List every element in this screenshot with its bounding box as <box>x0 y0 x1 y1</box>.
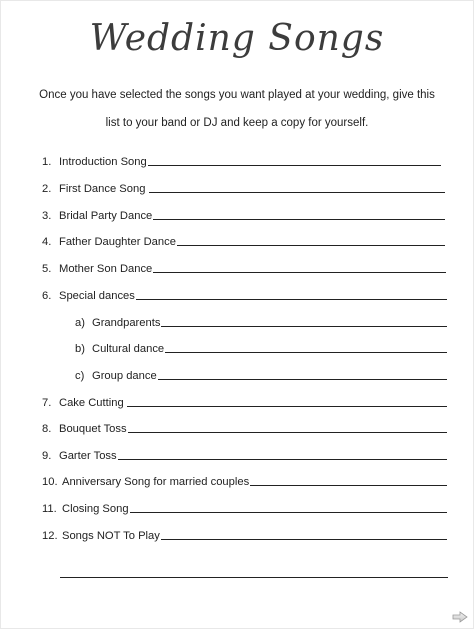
item-number: 2. <box>42 183 52 195</box>
answer-line <box>128 432 447 433</box>
item-number: 5. <box>42 263 52 275</box>
item-number: 4. <box>42 236 52 248</box>
item-label: Cake Cutting <box>59 397 124 409</box>
song-item-mother-son <box>42 259 446 275</box>
song-item-bridal-party <box>42 206 445 222</box>
answer-line <box>118 459 447 460</box>
page-title: Wedding Songs <box>89 18 385 59</box>
answer-line <box>165 352 447 353</box>
song-item-anniversary <box>42 472 447 488</box>
answer-line <box>148 165 441 166</box>
answer-line <box>161 539 447 540</box>
item-label: Garter Toss <box>59 450 117 462</box>
item-number: 11. <box>42 503 57 515</box>
item-number: 9. <box>42 450 52 462</box>
song-item-father-daughter <box>42 232 445 248</box>
song-item-closing <box>42 499 447 515</box>
answer-line <box>136 299 447 300</box>
answer-line <box>158 379 447 380</box>
item-label: First Dance Song <box>59 183 146 195</box>
answer-line <box>153 272 446 273</box>
item-letter: a) <box>75 317 85 329</box>
song-subitem-group <box>75 366 447 382</box>
answer-line <box>127 406 447 407</box>
answer-line <box>130 512 447 513</box>
intro-line-1: Once you have selected the songs you want played at your wedding, give this <box>39 89 435 101</box>
item-number: 3. <box>42 210 52 222</box>
answer-line <box>153 219 445 220</box>
item-letter: b) <box>75 343 85 355</box>
song-item-first-dance <box>42 179 445 195</box>
song-item-special-dances <box>42 286 447 302</box>
item-label: Introduction Song <box>59 156 147 168</box>
answer-line <box>161 326 447 327</box>
extra-answer-line <box>60 577 448 578</box>
answer-line <box>149 192 445 193</box>
item-number: 6. <box>42 290 52 302</box>
song-subitem-cultural <box>75 339 447 355</box>
song-item-bouquet-toss <box>42 419 447 435</box>
item-label: Bouquet Toss <box>59 423 127 435</box>
song-item-cake-cutting <box>42 393 447 409</box>
song-subitem-grandparents <box>75 313 447 329</box>
item-number: 1. <box>42 156 52 168</box>
item-letter: c) <box>75 370 85 382</box>
item-label: Closing Song <box>62 503 129 515</box>
item-label: Cultural dance <box>92 343 165 355</box>
item-label: Group dance <box>92 370 157 382</box>
item-number: 7. <box>42 397 52 409</box>
item-number: 10. <box>42 476 58 488</box>
song-item-introduction <box>42 152 441 168</box>
item-label: Mother Son Dance <box>59 263 153 275</box>
item-label: Special dances <box>59 290 135 302</box>
intro-line-2: list to your band or DJ and keep a copy for yourself. <box>105 117 369 129</box>
answer-line <box>250 485 447 486</box>
item-number: 8. <box>42 423 52 435</box>
item-label: Grandparents <box>92 317 161 329</box>
item-label: Father Daughter Dance <box>59 236 176 248</box>
arrow-right-icon[interactable] <box>452 611 468 623</box>
song-item-garter-toss <box>42 446 447 462</box>
answer-line <box>177 245 445 246</box>
song-item-not-to-play <box>42 526 447 542</box>
item-label: Songs NOT To Play <box>62 530 160 542</box>
item-label: Bridal Party Dance <box>59 210 153 222</box>
item-label: Anniversary Song for married couples <box>62 476 250 488</box>
item-number: 12. <box>42 530 58 542</box>
